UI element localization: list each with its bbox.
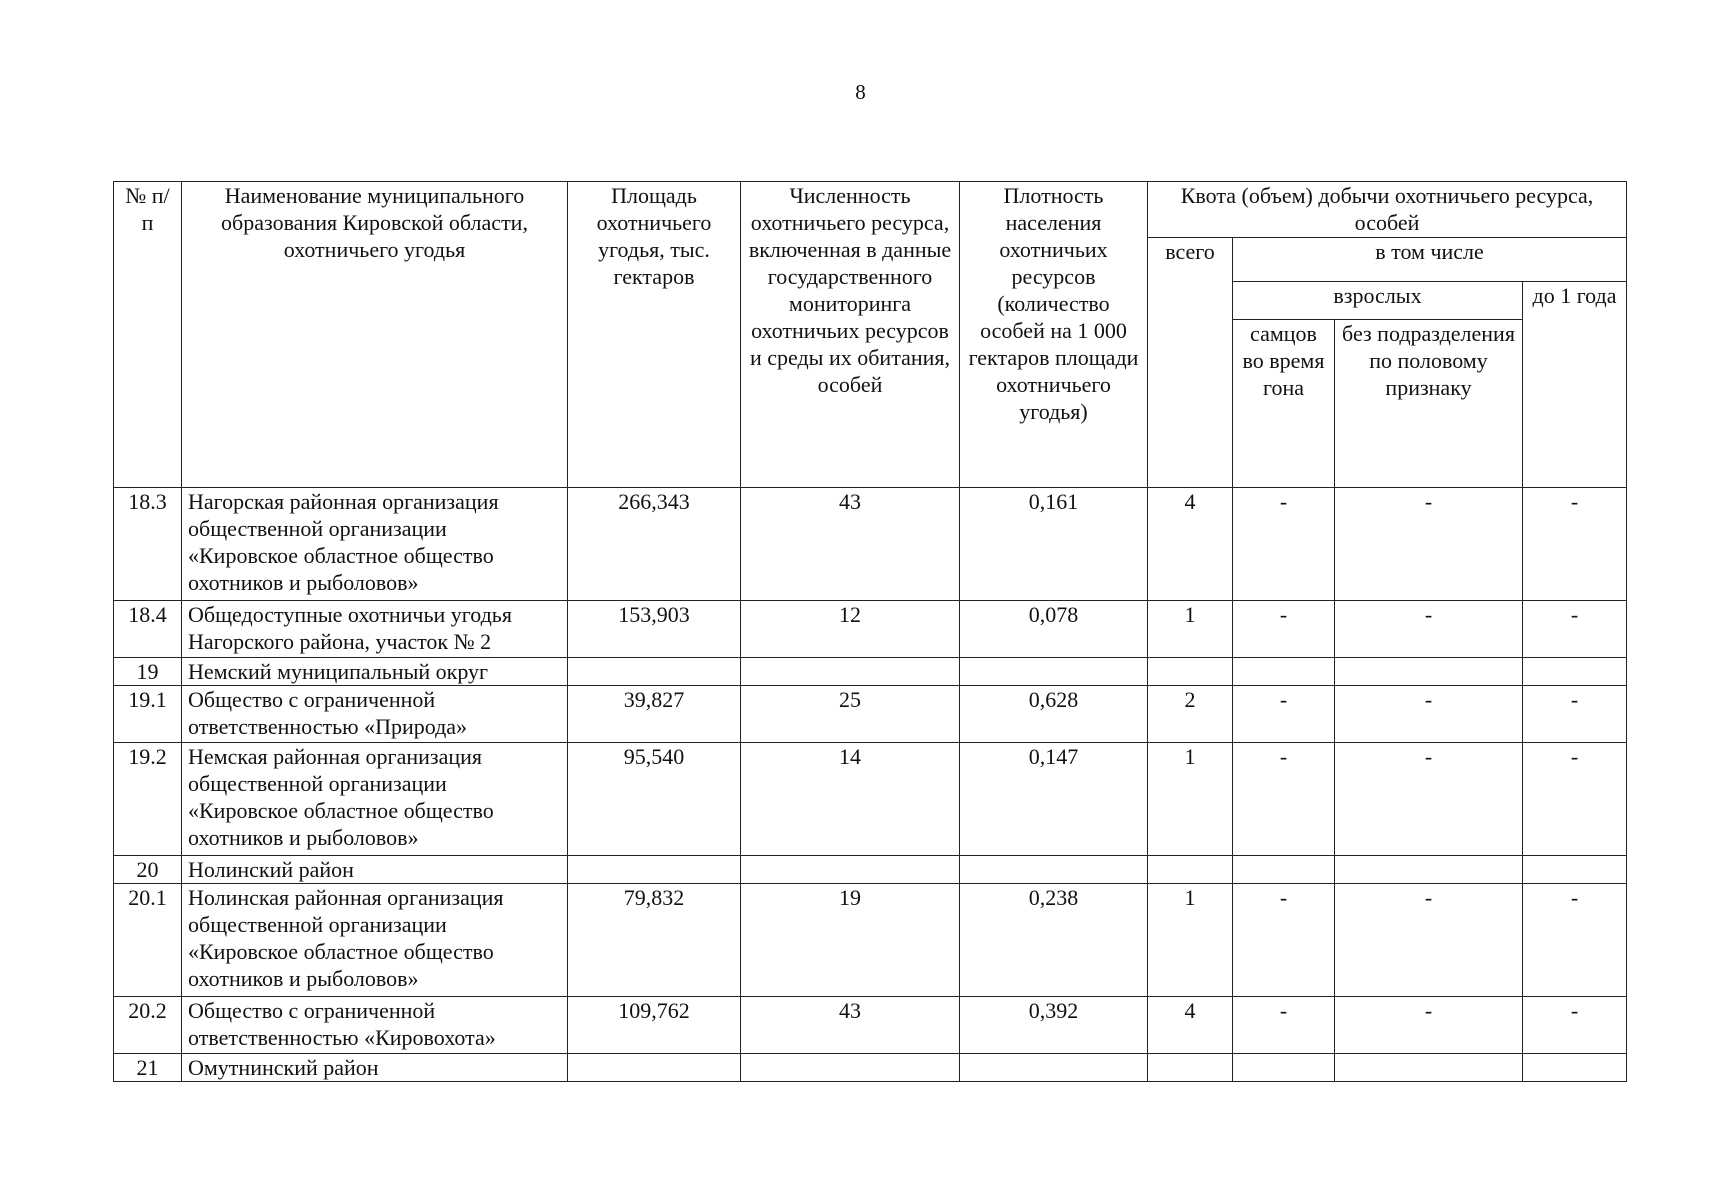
header-no-sex-division: без подразделения по половому признаку	[1335, 320, 1523, 488]
row-name: Общедоступные охотничьи угодья Нагорского района, участок № 2	[182, 601, 568, 658]
row-name: Омутнинский район	[182, 1054, 568, 1082]
row-count	[741, 658, 960, 686]
row-total: 1	[1148, 743, 1233, 856]
row-nosex	[1335, 1054, 1523, 1082]
table-header	[114, 182, 1627, 488]
row-num: 20.1	[114, 884, 182, 997]
row-density: 0,238	[960, 884, 1148, 997]
header-quota: Квота (объем) добычи охотничьего ресурса, особей	[1148, 182, 1627, 238]
row-count: 43	[741, 488, 960, 601]
quota-table	[113, 181, 1627, 1082]
row-density: 0,078	[960, 601, 1148, 658]
row-males: -	[1233, 686, 1335, 743]
row-total	[1148, 1054, 1233, 1082]
header-area: Площадь охотничьего угодья, тыс. гектаров	[568, 182, 741, 488]
row-area	[568, 856, 741, 884]
table-row	[114, 658, 1627, 686]
row-total: 2	[1148, 686, 1233, 743]
header-name: Наименование муниципального образования Кировской области, охотничьего угодья	[182, 182, 568, 488]
row-name: Немская районная организация общественной организации «Кировское областное общество охотников и рыболовов»	[182, 743, 568, 856]
table-row	[114, 1054, 1627, 1082]
row-young	[1523, 658, 1627, 686]
row-young: -	[1523, 686, 1627, 743]
row-area: 79,832	[568, 884, 741, 997]
row-area	[568, 658, 741, 686]
row-num: 19.2	[114, 743, 182, 856]
row-total	[1148, 658, 1233, 686]
row-males: -	[1233, 884, 1335, 997]
row-density	[960, 856, 1148, 884]
row-num: 20	[114, 856, 182, 884]
row-count: 25	[741, 686, 960, 743]
row-nosex: -	[1335, 884, 1523, 997]
row-density	[960, 658, 1148, 686]
row-area: 109,762	[568, 997, 741, 1054]
header-count: Численность охотничьего ресурса, включенная в данные государственного мониторинга охотничьих ресурсов и среды их обитания, особей	[741, 182, 960, 488]
row-total: 4	[1148, 997, 1233, 1054]
row-nosex	[1335, 856, 1523, 884]
row-young	[1523, 1054, 1627, 1082]
header-including: в том числе	[1233, 238, 1627, 282]
row-total: 1	[1148, 884, 1233, 997]
row-name: Нолинская районная организация общественной организации «Кировское областное общество охотников и рыболовов»	[182, 884, 568, 997]
row-count	[741, 856, 960, 884]
table-body	[114, 488, 1627, 1082]
row-area: 39,827	[568, 686, 741, 743]
row-density: 0,161	[960, 488, 1148, 601]
row-count: 43	[741, 997, 960, 1054]
row-males: -	[1233, 743, 1335, 856]
header-num: № п/п	[114, 182, 182, 488]
row-num: 19	[114, 658, 182, 686]
row-males	[1233, 1054, 1335, 1082]
row-area: 266,343	[568, 488, 741, 601]
row-area: 95,540	[568, 743, 741, 856]
row-males: -	[1233, 488, 1335, 601]
row-area	[568, 1054, 741, 1082]
row-count: 19	[741, 884, 960, 997]
row-males: -	[1233, 601, 1335, 658]
row-young: -	[1523, 601, 1627, 658]
row-num: 18.3	[114, 488, 182, 601]
row-density: 0,392	[960, 997, 1148, 1054]
header-total: всего	[1148, 238, 1233, 488]
row-name: Нагорская районная организация общественной организации «Кировское областное общество охотников и рыболовов»	[182, 488, 568, 601]
row-density	[960, 1054, 1148, 1082]
row-num: 21	[114, 1054, 182, 1082]
row-nosex	[1335, 658, 1523, 686]
row-density: 0,628	[960, 686, 1148, 743]
row-nosex: -	[1335, 997, 1523, 1054]
row-num: 19.1	[114, 686, 182, 743]
table-row	[114, 856, 1627, 884]
row-young: -	[1523, 488, 1627, 601]
row-density: 0,147	[960, 743, 1148, 856]
table-row	[114, 743, 1627, 856]
row-count: 12	[741, 601, 960, 658]
header-adults: взрослых	[1233, 282, 1523, 320]
row-nosex: -	[1335, 743, 1523, 856]
row-males	[1233, 856, 1335, 884]
page-number: 8	[855, 80, 866, 104]
header-under-one-year: до 1 года	[1523, 282, 1627, 488]
row-name: Общество с ограниченной ответственностью «Кировохота»	[182, 997, 568, 1054]
row-total: 4	[1148, 488, 1233, 601]
table-row	[114, 997, 1627, 1054]
row-name: Общество с ограниченной ответственностью «Природа»	[182, 686, 568, 743]
row-males	[1233, 658, 1335, 686]
row-area: 153,903	[568, 601, 741, 658]
row-count: 14	[741, 743, 960, 856]
row-count	[741, 1054, 960, 1082]
row-num: 20.2	[114, 997, 182, 1054]
row-total	[1148, 856, 1233, 884]
row-young: -	[1523, 743, 1627, 856]
row-young: -	[1523, 884, 1627, 997]
row-males: -	[1233, 997, 1335, 1054]
table-row	[114, 884, 1627, 997]
row-nosex: -	[1335, 601, 1523, 658]
header-density: Плотность населения охотничьих ресурсов (количество особей на 1 000 гектаров площади охотничьего угодья)	[960, 182, 1148, 488]
row-name: Нолинский район	[182, 856, 568, 884]
row-num: 18.4	[114, 601, 182, 658]
row-total: 1	[1148, 601, 1233, 658]
header-males-rut: самцов во время гона	[1233, 320, 1335, 488]
row-nosex: -	[1335, 686, 1523, 743]
row-young: -	[1523, 997, 1627, 1054]
table-row	[114, 488, 1627, 601]
row-name: Немский муниципальный округ	[182, 658, 568, 686]
table-row	[114, 686, 1627, 743]
row-young	[1523, 856, 1627, 884]
row-nosex: -	[1335, 488, 1523, 601]
table-row	[114, 601, 1627, 658]
